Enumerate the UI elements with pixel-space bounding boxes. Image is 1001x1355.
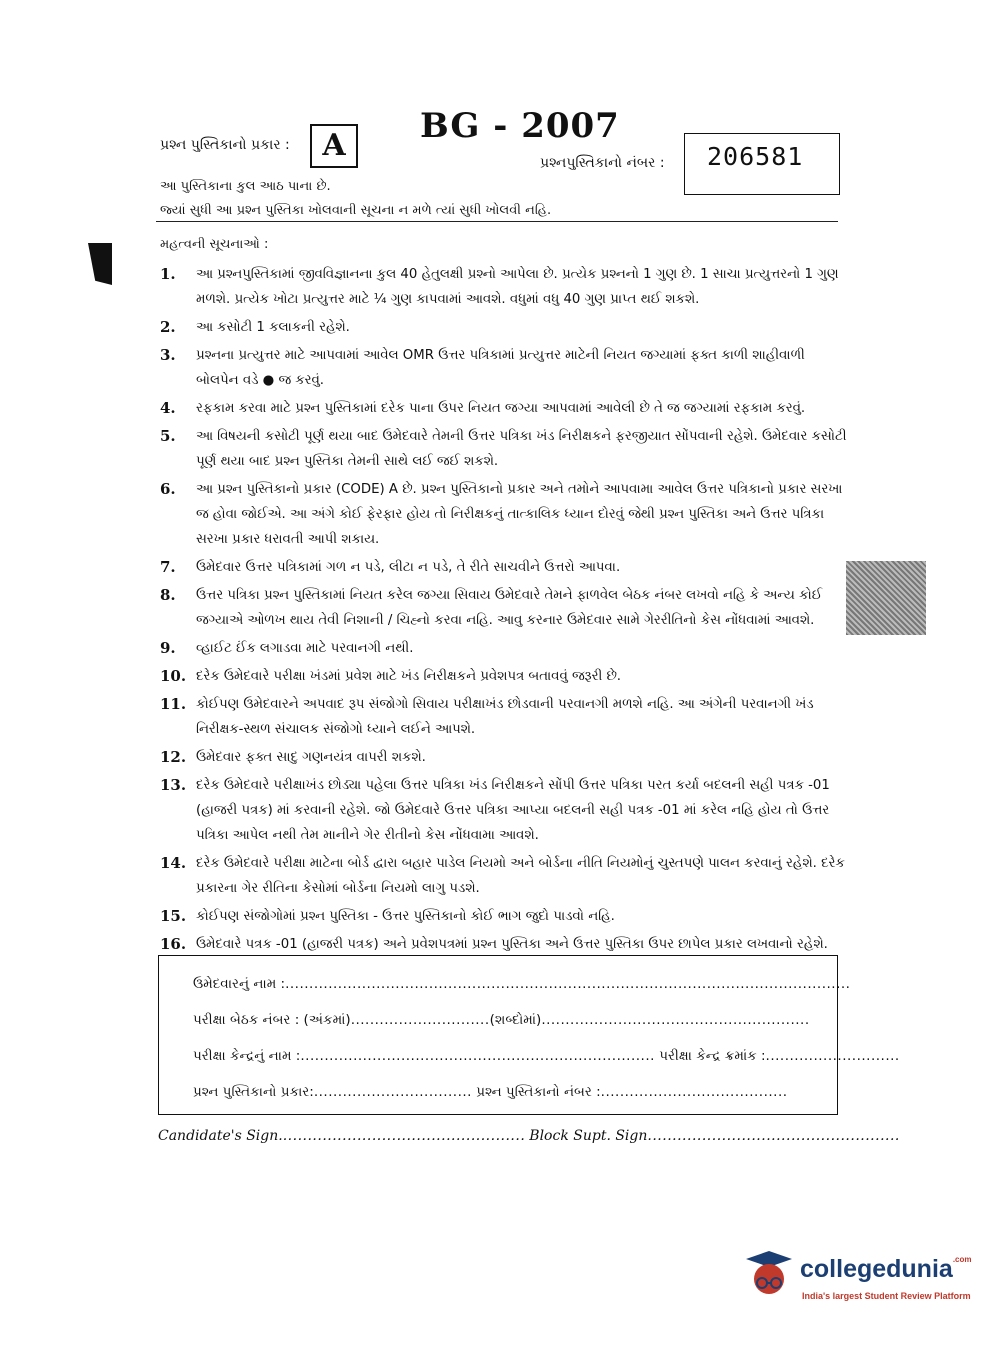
instruction-number: 2. <box>160 318 176 336</box>
scan-stamp-mark <box>846 561 926 635</box>
instruction-number: 11. <box>160 695 187 713</box>
exam-centre-name-field[interactable]: પરીક્ષા કેન્દ્રનું નામ :.......................................................................... પરીક્ષા કેન્દ્ર ક્રમાંક :............................ <box>193 1048 900 1064</box>
instruction-text: દરેક ઉમેદવારે પરીક્ષાખંડ છોડ્યા પહેલા ઉત્તર પત્રિકા ખંડ નિરીક્ષકને સોંપી ઉત્તર પત્રિકા પરત કર્યા બદલની સહી પત્રક -01 (હાજરી પત્રક) માં કરવાની રહેશે. જો ઉમેદવારે ઉત્તર પત્રિકા આપ્યા બદલની સહી પત્રક -01 માં કરેલ નહિ હોય તો ઉત્તર પત્રિકા આપેલ નથી તેમ માનીને ગેર રીતીનો કેસ નોંધવામા આવશે. <box>196 778 830 843</box>
seat-number-label: પરીક્ષા બેઠક નંબર : (અંકમાં) <box>193 1012 351 1028</box>
candidate-name-field[interactable]: ઉમેદવારનું નામ :...................................................................................................................... <box>193 976 851 992</box>
instruction-number: 7. <box>160 558 176 576</box>
instruction-text: આ કસોટી 1 કલાકની રહેશે. <box>196 320 350 335</box>
pages-note: આ પુસ્તિકાના કુલ આઠ પાના છે. <box>160 179 331 194</box>
instruction-item <box>160 904 850 929</box>
instruction-text: કોઈપણ સંજોગોમાં પ્રશ્ન પુસ્તિકા - ઉત્તર પુસ્તિકાનો કોઈ ભાગ જુદો પાડવો નહિ. <box>196 909 615 924</box>
instruction-number: 8. <box>160 586 176 604</box>
instruction-text: ઉમેદવારે પત્રક -01 (હાજરી પત્રક) અને પ્રવેશપત્રમાં પ્રશ્ન પુસ્તિકા અને ઉત્તર પુસ્તિકા ઉપર છાપેલ પ્રકાર લખવાનો રહેશે. <box>196 937 828 952</box>
instruction-item <box>160 424 850 474</box>
seat-words-label: (શબ્દોમાં) <box>489 1012 542 1028</box>
logo-wordmark <box>800 1255 971 1284</box>
instruction-text: રફકામ કરવા માટે પ્રશ્ન પુસ્તિકામાં દરેક પાના ઉપર નિયત જગ્યા આપવામાં આવેલી છે તે જ જગ્યામાં રફકામ કરવું. <box>196 401 806 416</box>
booklet-number-label: પ્રશ્નપુસ્તિકાનો નંબર : <box>540 155 665 171</box>
candidate-name-label: ઉમેદવારનું નામ : <box>193 976 286 992</box>
instruction-number: 3. <box>160 346 176 364</box>
exam-centre-number-label: પરીક્ષા કેન્દ્ર ક્રમાંક : <box>659 1048 766 1064</box>
instruction-text: કોઈપણ ઉમેદવારને અપવાદ રૂપ સંજોગો સિવાય પરીક્ષાખંડ છોડવાની પરવાનગી મળશે નહિ. આ અંગેની પરવાનગી ખંડ નિરીક્ષક-સ્થળ સંચાલક સંજોગો ધ્યાને લઈને આપશે. <box>196 697 814 737</box>
instruction-number: 6. <box>160 480 176 498</box>
logo-name: collegedunia <box>800 1255 953 1283</box>
instructions-list <box>160 262 850 960</box>
instruction-item <box>160 636 850 661</box>
instruction-text: આ પ્રશ્ન પુસ્તિકાનો પ્રકાર (CODE) A છે. પ્રશ્ન પુસ્તિકાનો પ્રકાર અને તમોને આપવામા આવેલ ઉત્તર પત્રિકાનો પ્રકાર સરખા જ હોવા જોઈએ. આ અંગે કોઈ ફેરફાર હોય તો નિરીક્ષકનું તાત્કાલિક ધ્યાન દોરવું જેથી પ્રશ્ન પુસ્તિકા અને ઉત્તર પત્રિકા સરખા પ્રકાર ધરાવતી આપી શકાય. <box>196 482 843 547</box>
instruction-number: 15. <box>160 907 187 925</box>
instruction-text: વ્હાઈટ ઈંક લગાડવા માટે પરવાનગી નથી. <box>196 641 414 656</box>
instruction-item <box>160 555 850 580</box>
instruction-item <box>160 262 850 312</box>
instruction-item <box>160 664 850 689</box>
instruction-item <box>160 692 850 742</box>
divider <box>156 221 838 222</box>
instruction-item <box>160 932 850 957</box>
instruction-item <box>160 583 850 633</box>
booklet-type-label: પ્રશ્ન પુસ્તિકાનો પ્રકાર : <box>160 137 290 153</box>
instruction-text: દરેક ઉમેદવારે પરીક્ષા માટેના બોર્ડ દ્વારા બહાર પાડેલ નિયમો અને બોર્ડના નીતિ નિયમોનું ચુસ્તપણે પાલન કરવાનું રહેશે. દરેક પ્રકારના ગેર રીતિના કેસોમાં બોર્ડના નિયમો લાગુ પડશે. <box>196 856 845 896</box>
block-supt-sign-label: Block Supt. Sign <box>529 1128 648 1144</box>
seat-number-field[interactable]: પરીક્ષા બેઠક નંબર : (અંકમાં).............................(શબ્દોમાં)........................................................ <box>193 1012 810 1028</box>
instruction-number: 12. <box>160 748 187 766</box>
candidate-details-box <box>158 955 900 1115</box>
instruction-item <box>160 396 850 421</box>
instruction-item <box>160 343 850 393</box>
collegedunia-logo <box>744 1245 974 1315</box>
booklet-info-field[interactable]: પ્રશ્ન પુસ્તિકાનો પ્રકાર:................................. પ્રશ્ન પુસ્તિકાનો નંબર :....................................... <box>193 1084 788 1100</box>
instruction-text: આ પ્રશ્નપુસ્તિકામાં જીવવિજ્ઞાનના કુલ 40 હેતુલક્ષી પ્રશ્નો આપેલા છે. પ્રત્યેક પ્રશ્નનો 1 ગુણ છે. 1 સાચા પ્રત્યુત્તરનો 1 ગુણ મળશે. પ્રત્યેક ખોટા પ્રત્યુત્તર માટે ¼ ગુણ કાપવામાં આવશે. વધુમાં વધુ 40 ગુણ પ્રાપ્ત થઈ શકશે. <box>196 267 839 307</box>
instruction-item <box>160 851 850 901</box>
instruction-text: ઉમેદવાર ઉત્તર પત્રિકામાં ગળ ન પડે, લીટા ન પડે, તે રીતે સાચવીને ઉત્તરો આપવા. <box>196 560 621 575</box>
booklet-number-box <box>684 133 840 195</box>
instruction-number: 10. <box>160 667 187 685</box>
instruction-number: 14. <box>160 854 187 872</box>
instruction-text: ઉત્તર પત્રિકા પ્રશ્ન પુસ્તિકામાં નિયત કરેલ જગ્યા સિવાય ઉમેદવારે તેમને ફાળવેલ બેઠક નંબર લખવો નહિ કે અન્ય કોઈ જગ્યાએ ઓળખ થાય તેવી નિશાની / ચિહ્નો કરવા નહિ. આવુ કરનાર ઉમેદવાર સામે ગેરરીતિનો કેસ નોંધવામાં આવશે. <box>196 588 822 628</box>
signature-line: Candidate's Sign.................................................. Block Supt. Sign................................................... <box>158 1128 900 1144</box>
form-booklet-type-label: પ્રશ્ન પુસ્તિકાનો પ્રકાર: <box>193 1084 314 1100</box>
instruction-text: આ વિષયની કસોટી પૂર્ણ થયા બાદ ઉમેદવારે તેમની ઉત્તર પત્રિકા ખંડ નિરીક્ષકને ફરજીયાત સોંપવાની રહેશે. ઉમેદવાર કસોટી પૂર્ણ થયા બાદ પ્રશ્ન પુસ્તિકા તેમની સાથે લઈ જઈ શકશે. <box>196 429 847 469</box>
logo-tagline: India's largest Student Review Platform <box>802 1291 971 1301</box>
instructions-heading: મહત્વની સૂચનાઓ : <box>160 237 269 252</box>
instruction-number: 5. <box>160 427 176 445</box>
exam-centre-label: પરીક્ષા કેન્દ્રનું નામ : <box>193 1048 301 1064</box>
exam-code: BG - 2007 <box>420 106 620 146</box>
scan-mark <box>88 243 112 285</box>
instruction-number: 1. <box>160 265 176 283</box>
open-instruction-note: જ્યાં સુધી આ પ્રશ્ન પુસ્તિકા ખોલવાની સૂચના ન મળે ત્યાં સુધી ખોલવી નહિ. <box>160 203 552 218</box>
instruction-item <box>160 477 850 552</box>
candidate-sign-label: Candidate's Sign. <box>158 1128 283 1144</box>
instruction-number: 4. <box>160 399 176 417</box>
logo-tld: .com <box>952 1255 972 1264</box>
booklet-number: 206581 <box>707 142 804 171</box>
instruction-item <box>160 745 850 770</box>
form-booklet-number-label: પ્રશ્ન પુસ્તિકાનો નંબર : <box>476 1084 601 1100</box>
student-mascot-icon <box>744 1249 794 1301</box>
instruction-number: 13. <box>160 776 187 794</box>
instruction-text: ઉમેદવાર ફક્ત સાદુ ગણનયંત્ર વાપરી શકશે. <box>196 750 426 765</box>
booklet-type-box: A <box>310 124 358 168</box>
instruction-text: દરેક ઉમેદવારે પરીક્ષા ખંડમાં પ્રવેશ માટે ખંડ નિરીક્ષકને પ્રવેશપત્ર બતાવવું જરૂરી છે. <box>196 669 622 684</box>
instruction-number: 9. <box>160 639 176 657</box>
instruction-item <box>160 315 850 340</box>
instruction-item <box>160 773 850 848</box>
instruction-number: 16. <box>160 935 187 953</box>
instruction-text: પ્રશ્નના પ્રત્યુત્તર માટે આપવામાં આવેલ OMR ઉત્તર પત્રિકામાં પ્રત્યુત્તર માટેની નિયત જગ્યામાં ફક્ત કાળી શાહીવાળી બોલપેન વડે ● જ કરવું. <box>196 348 805 388</box>
